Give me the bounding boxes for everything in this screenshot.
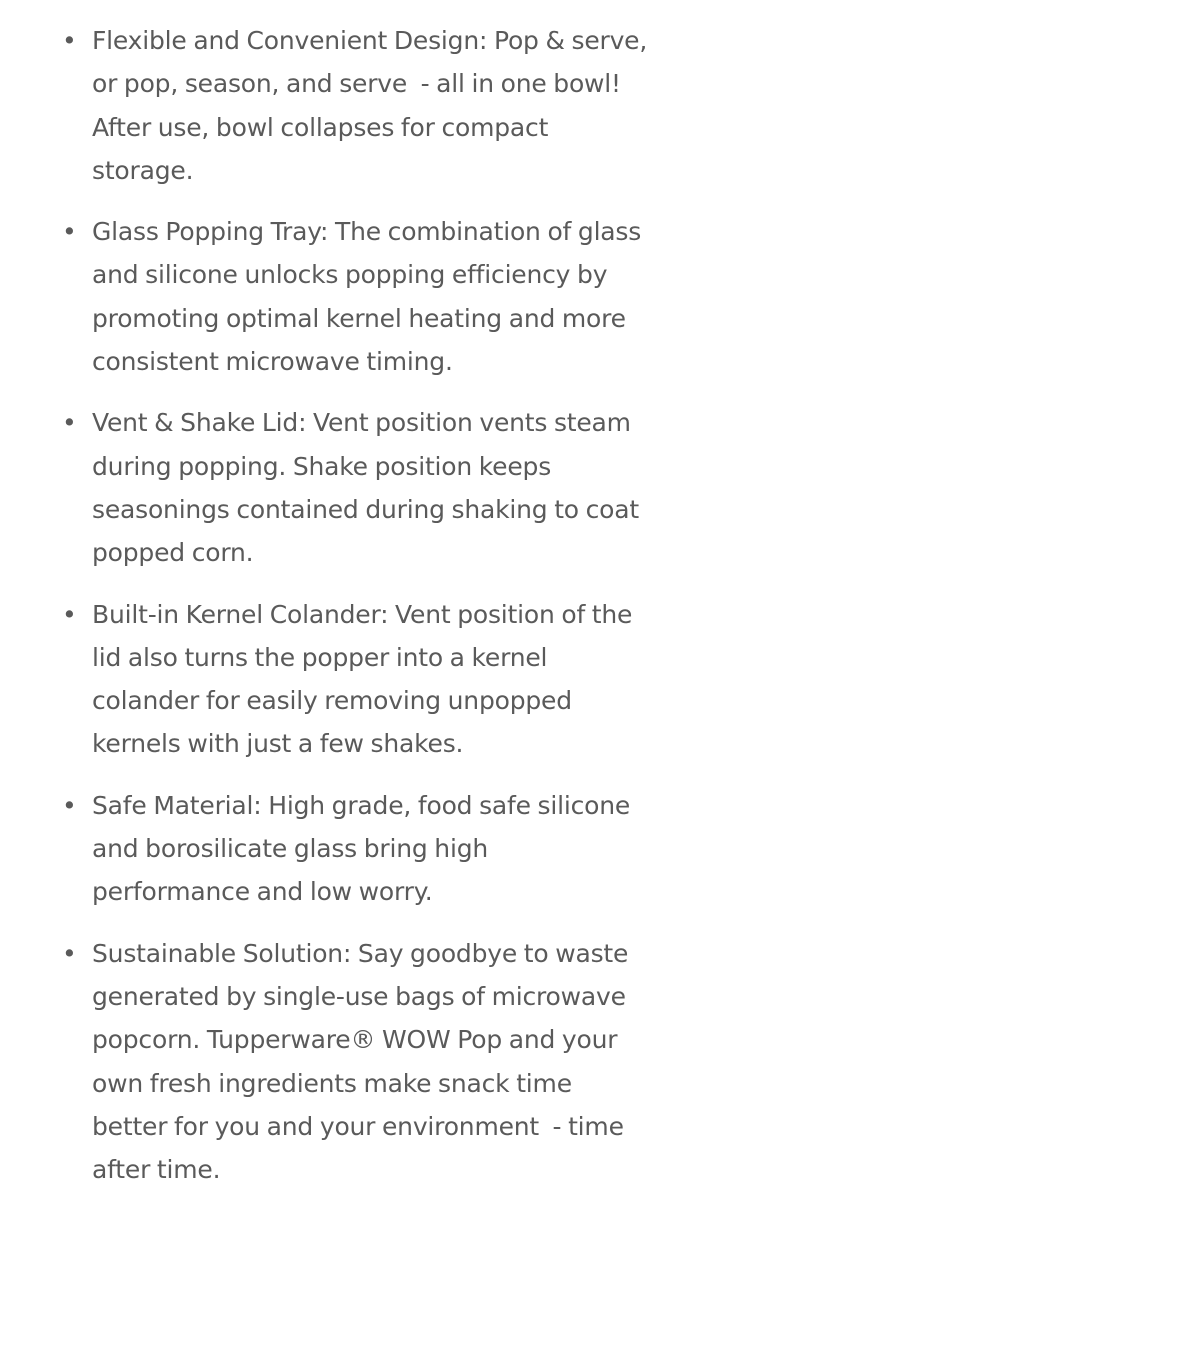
feature-text: Glass Popping Tray: The combination of glass and silicone unlocks popping efficiency by promoting optimal kernel heating and more consistent microwave timing. xyxy=(92,217,648,377)
bullet-icon: • xyxy=(62,408,77,438)
feature-text: Built-in Kernel Colander: Vent position of the lid also turns the popper into a kernel colander for easily removing unpopped kernels with just a few shakes. xyxy=(92,599,639,759)
feature-item-sustainable-solution xyxy=(62,932,652,1192)
feature-item-flexible-design xyxy=(62,19,654,192)
feature-text: Safe Material: High grade, food safe silicone and borosilicate glass bring high performance and low worry. xyxy=(92,790,637,907)
feature-item-vent-shake-lid xyxy=(62,401,652,574)
feature-text: Vent & Shake Lid: Vent position vents steam during popping. Shake position keeps seasonings contained during shaking to coat popped corn. xyxy=(92,408,646,568)
feature-item-kernel-colander xyxy=(62,593,652,766)
feature-item-glass-tray xyxy=(62,210,652,383)
bullet-icon: • xyxy=(62,26,77,55)
feature-text: Sustainable Solution: Say goodbye to waste generated by single-use bags of microwave popcorn. Tupperware® WOW Pop and your own fresh ingredients make snack time better for you and your environment - time after time. xyxy=(92,938,635,1185)
feature-list xyxy=(0,19,652,1191)
bullet-icon: • xyxy=(62,217,77,247)
feature-item-safe-material xyxy=(62,784,652,914)
bullet-icon: • xyxy=(62,599,77,629)
bullet-icon: • xyxy=(62,938,77,968)
bullet-icon: • xyxy=(62,790,77,820)
feature-text: Flexible and Convenient Design: Pop & serve, or pop, season, and serve - all in one bowl! After use, bowl collapses for compact storage. xyxy=(92,26,654,185)
